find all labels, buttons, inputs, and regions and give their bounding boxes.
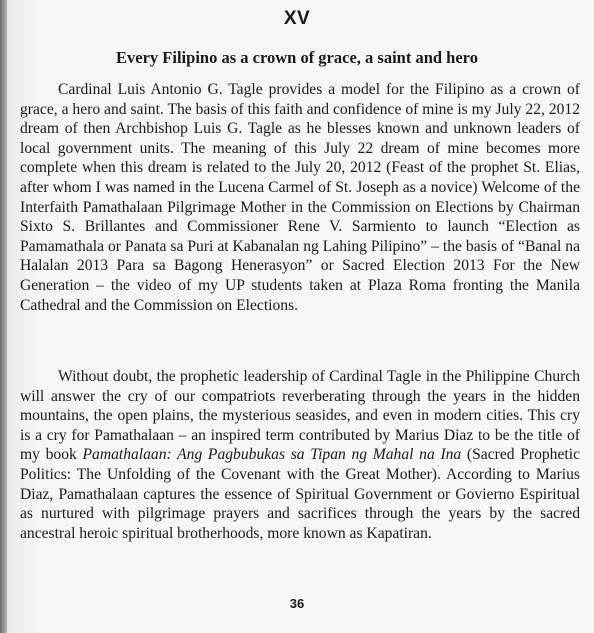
paragraph-2-text-before: Without doubt, the prophetic leadership of Cardinal Tagle in the Philippine Church will answer the cry of our compatriots reverberating through the years in the hidden mountains, the open plains, the mysterious seasides, and even in modern cities. This cry is a cry for Pamathalaan – an inspired term contributed by Marius Diaz to be the title of my book <box>20 368 580 464</box>
book-title-italic: Pamathalaan: Ang Pagbubukas sa Tipan ng Mahal na Ina <box>82 446 462 464</box>
chapter-title: Every Filipino as a crown of grace, a saint and hero <box>116 48 478 67</box>
chapter-number: XV <box>283 8 311 29</box>
page-number: 36 <box>289 596 305 611</box>
book-spine-shadow <box>0 0 7 633</box>
paragraph-1: Cardinal Luis Antonio G. Tagle provides a model for the Filipino as a crown of grace, a hero and saint. The basis of this faith and confidence of mine is my July 22, 2012 dream of then Archbishop Luis G. Tagle as he blesses known and unknown leaders of local government units. The meaning of this July 22 dream of mine becomes more complete when this dream is related to the July 20, 2012 (Feast of the prophet St. Elias, after whom I was named in the Lucena Carmel of St. Joseph as a novice) Welcome of the Interfaith Pamathalaan Pilgrimage Mother in the Commission on Elections by Chairman Sixto S. Brillantes and Commissioner Rene V. Sarmiento to launch “Election as Pamamathala or Panata sa Puri at Kabanalan ng Lahing Pilipino” – the basis of “Banal na Halalan 2013 Para sa Bagong Henerasyon” or Sacred Election 2013 For the New Generation – the video of my UP students taken at Plaza Roma fronting the Manila Cathedral and the Commission on Elections. <box>20 81 580 314</box>
paragraph-2 <box>20 367 580 543</box>
paragraph-2-text-after: (Sacred Prophetic Politics: The Unfolding of the Covenant with the Great Mother). According to Marius Diaz, Pamathalaan captures the essence of Spiritual Government or Govierno Espiritual as nurtured with pilgrimage prayers and sacrifices through the years by the sacred ancestral heroic spiritual brotherhoods, more known as Kapatiran. <box>20 446 580 542</box>
